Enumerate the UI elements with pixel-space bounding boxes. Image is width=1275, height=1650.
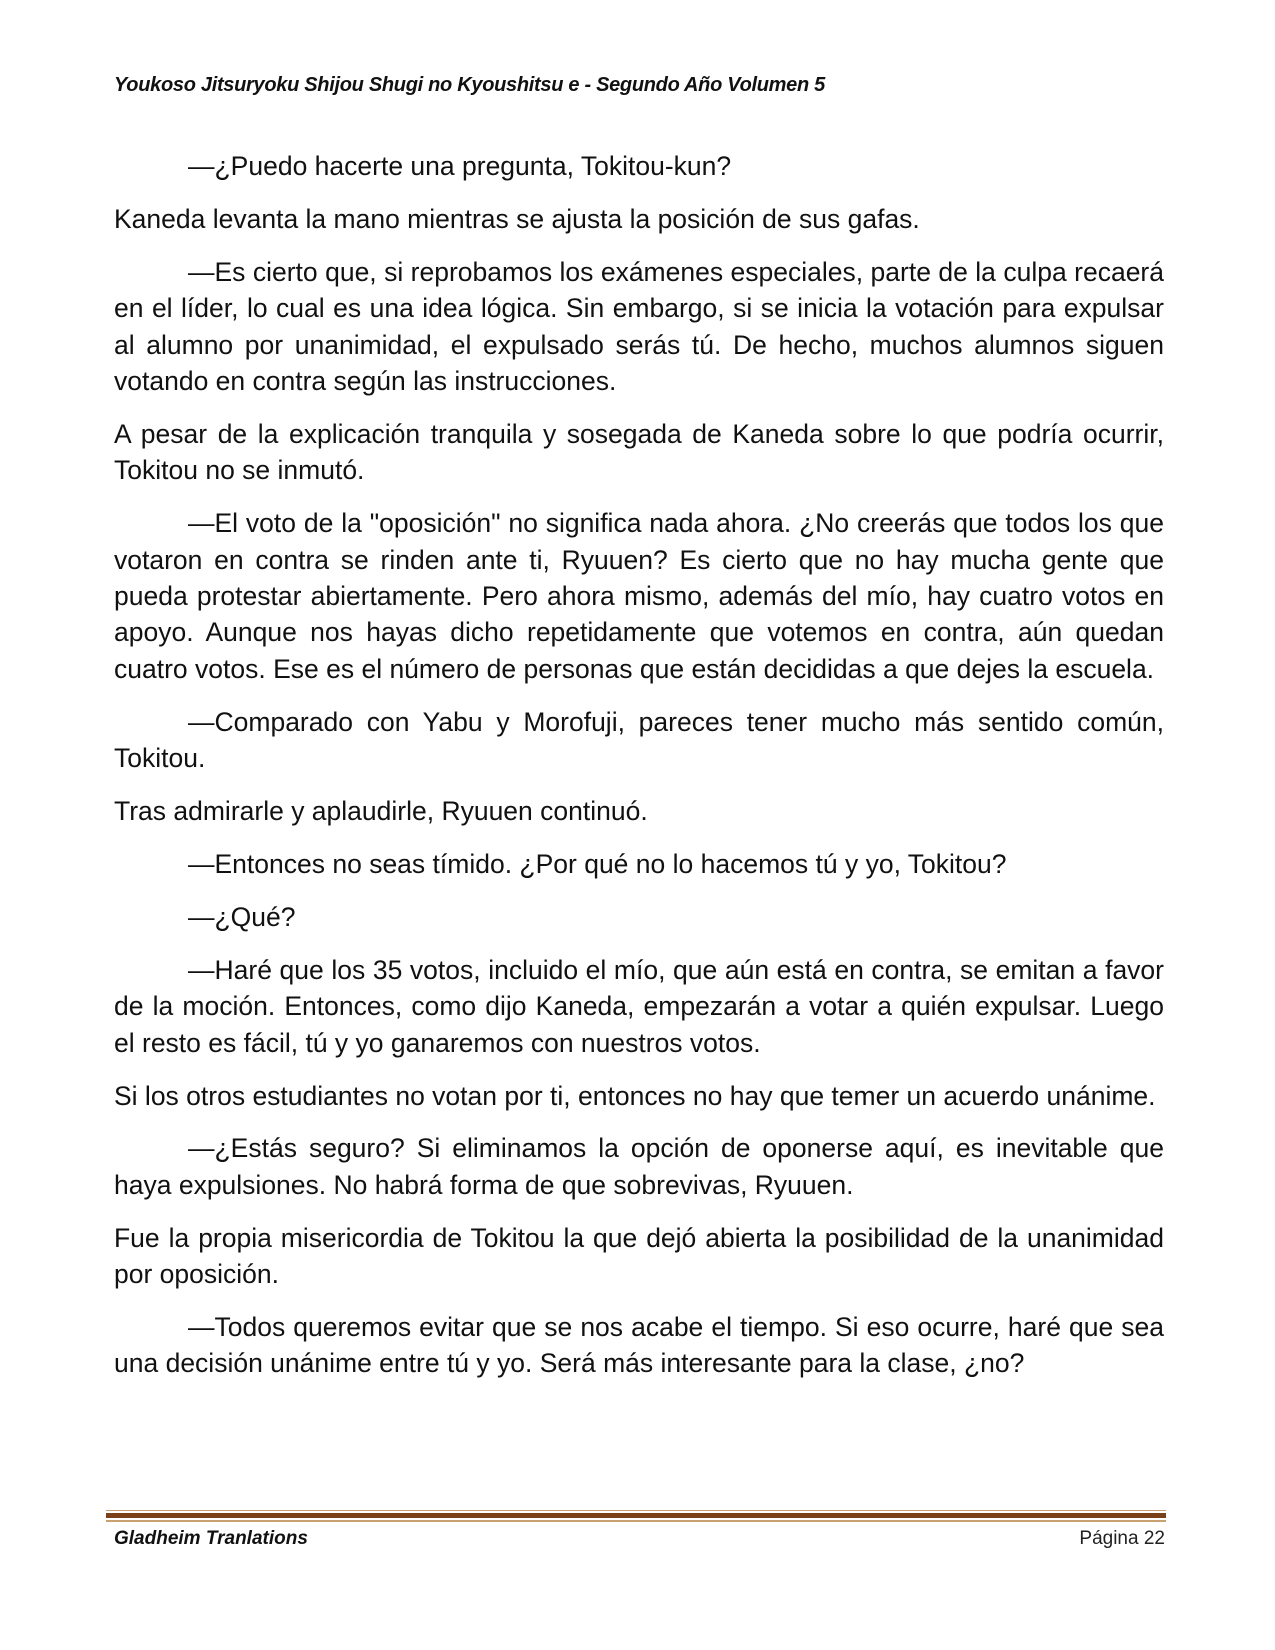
- dialogue-paragraph: —Haré que los 35 votos, incluido el mío, que aún está en contra, se emitan a favor de la moción. Entonces, como dijo Kaneda, empezarán a votar a quién expulsar. Luego el resto es fácil, tú y yo ganaremos con nuestros votos.: [114, 954, 1164, 1058]
- narration-paragraph: A pesar de la explicación tranquila y sosegada de Kaneda sobre lo que podría ocurrir, Tokitou no se inmutó.: [114, 418, 1164, 486]
- dialogue-paragraph: —¿Puedo hacerte una pregunta, Tokitou-kun?: [188, 151, 732, 181]
- dialogue-paragraph: —El voto de la "oposición" no significa nada ahora. ¿No creerás que todos los que votaron en contra se rinden ante ti, Ryuuen? Es cierto que no hay mucha gente que pueda protestar abiertamente. Pero ahora mismo, además del mío, hay cuatro votos en apoyo. Aunque nos hayas dicho repetidamente que votemos en contra, aún quedan cuatro votos. Ese es el número de personas que están decididas a que dejes la escuela.: [114, 508, 1164, 684]
- dialogue-paragraph: —¿Estás seguro? Si eliminamos la opción de oponerse aquí, es inevitable que haya expulsiones. No habrá forma de que sobrevivas, Ryuuen.: [114, 1133, 1164, 1200]
- footer-publisher: Gladheim Tranlations: [114, 1528, 308, 1549]
- dialogue-paragraph: —Todos queremos evitar que se nos acabe el tiempo. Si eso ocurre, haré que sea una decisión unánime entre tú y yo. Será más interesante para la clase, ¿no?: [114, 1312, 1164, 1379]
- narration-paragraph: Tras admirarle y aplaudirle, Ryuuen continuó.: [114, 796, 648, 827]
- running-header: Youkoso Jitsuryoku Shijou Shugi no Kyoushitsu e - Segundo Año Volumen 5: [114, 74, 825, 96]
- page-number-value: 22: [1143, 1528, 1165, 1549]
- dialogue-paragraph: —Es cierto que, si reprobamos los exámenes especiales, parte de la culpa recaerá en el líder, lo cual es una idea lógica. Sin embargo, si se inicia la votación para expulsar al alumno por unanimidad, el expulsado serás tú. De hecho, muchos alumnos siguen votando en contra según las instrucciones.: [114, 256, 1164, 397]
- dialogue-paragraph: —Entonces no seas tímido. ¿Por qué no lo hacemos tú y yo, Tokitou?: [188, 849, 1007, 879]
- narration-paragraph: Fue la propia misericordia de Tokitou la que dejó abierta la posibilidad de la unanimidad por oposición.: [114, 1222, 1164, 1290]
- footer-divider: [106, 1510, 1166, 1522]
- page-number: [1079, 1528, 1165, 1550]
- narration-paragraph: Si los otros estudiantes no votan por ti, entonces no hay que temer un acuerdo unánime.: [114, 1080, 1156, 1111]
- dialogue-paragraph: —Comparado con Yabu y Morofuji, pareces tener mucho más sentido común, Tokitou.: [114, 706, 1164, 774]
- body-text: [114, 148, 1164, 1398]
- dialogue-paragraph: —¿Qué?: [188, 901, 296, 932]
- page-label: Página: [1079, 1528, 1139, 1549]
- narration-paragraph: Kaneda levanta la mano mientras se ajusta la posición de sus gafas.: [114, 203, 920, 234]
